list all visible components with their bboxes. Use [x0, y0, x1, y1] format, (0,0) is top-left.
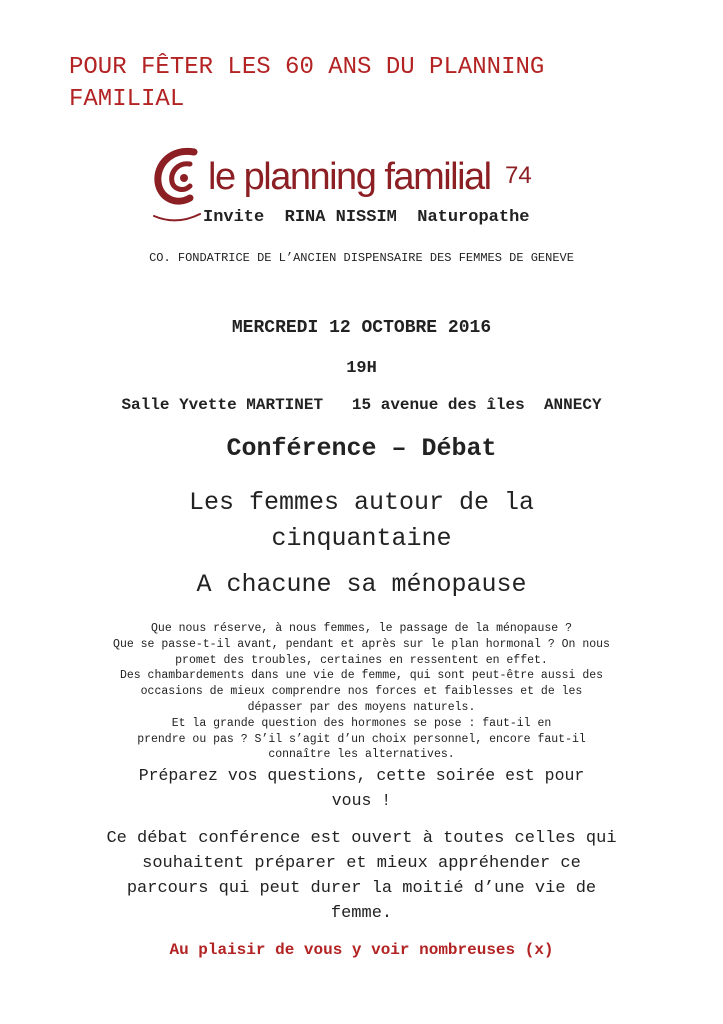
description-line: Et la grande question des hormones se pose : faut-il en: [171, 716, 552, 730]
debat-line: femme.: [330, 904, 393, 923]
talk-title-line-1: Les femmes autour de la: [188, 488, 535, 517]
venue-room: Salle Yvette MARTINET: [121, 396, 324, 414]
invite-line: [203, 208, 529, 227]
description-line: Que se passe-t-il avant, pendant et après sur le plan hormonal ? On nous: [113, 637, 610, 651]
guest-name: RINA NISSIM: [284, 208, 397, 227]
guest-role: Naturopathe: [417, 208, 530, 227]
description-line: Que nous réserve, à nous femmes, le passage de la ménopause ?: [151, 622, 572, 635]
venue-city: ANNECY: [543, 396, 602, 414]
event-date: MERCREDI 12 OCTOBRE 2016: [231, 318, 492, 338]
description-line: Des chambardements dans une vie de femme, qui sont peut-être aussi des: [119, 669, 604, 683]
invite-verb: Invite: [203, 208, 265, 227]
description-line: occasions de mieux comprendre nos forces et faiblesses et de les: [140, 685, 583, 699]
description-line: dépasser par des moyens naturels.: [247, 700, 476, 714]
headline-line-1: POUR FÊTER LES 60 ANS DU PLANNING: [69, 54, 545, 81]
headline: [69, 52, 669, 116]
cofondatrice-line: CO. FONDATRICE DE L’ANCIEN DISPENSAIRE DES FEMMES DE GENEVE: [149, 251, 574, 265]
debat-paragraph: [0, 826, 723, 926]
debat-line: souhaitent préparer et mieux appréhender ce: [142, 854, 581, 873]
closing-line: Au plaisir de vous y voir nombreuses (x): [169, 941, 554, 959]
event-venue: [0, 396, 723, 414]
conference-label: Conférence – Débat: [226, 434, 497, 463]
venue-address: 15 avenue des îles: [351, 396, 525, 414]
description-line: prendre ou pas ? S’il s’agit d’un choix personnel, encore faut-il: [137, 732, 586, 746]
prepare-questions: [0, 763, 723, 813]
description-line: promet des troubles, certaines en ressentent en effet.: [175, 653, 548, 667]
event-hour: 19H: [346, 359, 377, 378]
logo-department-number: 74: [505, 162, 532, 189]
logo-wordmark: le planning familial: [208, 156, 491, 198]
debat-line: parcours qui peut durer la moitié d’une vie de: [126, 879, 597, 898]
headline-line-2: FAMILIAL: [69, 86, 185, 113]
talk-subtitle: A chacune sa ménopause: [196, 570, 527, 599]
prepare-line-2: vous !: [331, 791, 392, 810]
prepare-line-1: Préparez vos questions, cette soirée est pour: [138, 766, 585, 785]
talk-title: [0, 485, 723, 557]
debat-line: Ce débat conférence est ouvert à toutes celles qui: [106, 829, 617, 848]
description-line: connaître les alternatives.: [268, 748, 455, 762]
description-paragraph: [0, 621, 723, 763]
spiral-logo-icon: [150, 146, 210, 226]
talk-title-line-2: cinquantaine: [271, 524, 452, 553]
